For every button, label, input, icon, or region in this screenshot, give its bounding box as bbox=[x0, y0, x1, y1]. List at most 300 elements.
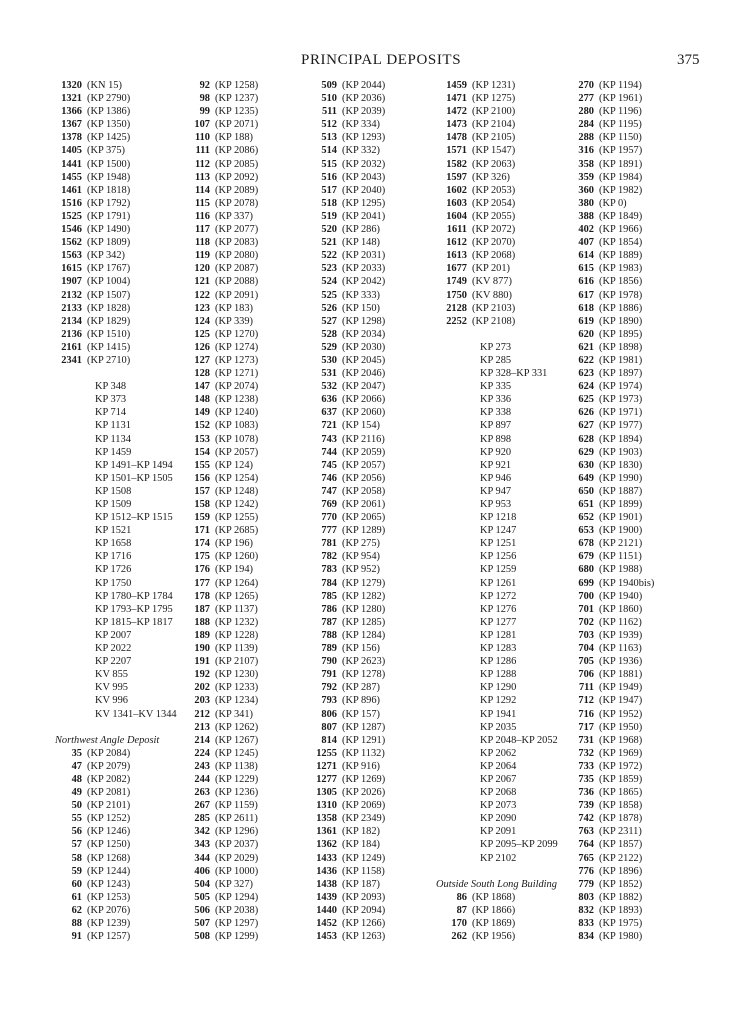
entry-number: 779 bbox=[578, 878, 594, 890]
entry-catalog: KP 1218 bbox=[480, 512, 517, 524]
entry-number: 50 bbox=[71, 800, 82, 812]
entry-number: 288 bbox=[578, 132, 594, 144]
entry-catalog: (KP 2056) bbox=[342, 472, 386, 484]
entry-number: 203 bbox=[194, 695, 210, 707]
entry-catalog: (KP 2031) bbox=[342, 250, 386, 262]
entry-catalog: (KP 1243) bbox=[87, 878, 131, 890]
entry-number: 155 bbox=[194, 459, 210, 471]
entry-catalog: (KP 1289) bbox=[342, 525, 386, 537]
entry-catalog: (KP 334) bbox=[342, 119, 381, 131]
entry-number: 111 bbox=[195, 145, 210, 157]
entry-catalog: (KP 1829) bbox=[87, 315, 131, 327]
entry-catalog: (KP 2026) bbox=[342, 787, 386, 799]
entry-number: 529 bbox=[321, 341, 337, 353]
entry-catalog: (KP 1270) bbox=[215, 328, 259, 340]
entry-catalog: (KP 1975) bbox=[599, 918, 643, 929]
entry-catalog: (KP 339) bbox=[215, 315, 254, 327]
entry-catalog: (KP 275) bbox=[342, 538, 381, 550]
entry-catalog: (KP 2054) bbox=[472, 197, 516, 209]
entry-catalog: (KP 1981) bbox=[599, 354, 643, 366]
entry-number: 1516 bbox=[61, 197, 82, 209]
entry-catalog: (KP 1268) bbox=[87, 852, 131, 864]
entry-number: 732 bbox=[578, 747, 594, 759]
entry-catalog: (KP 1510) bbox=[87, 328, 131, 340]
entry-catalog: (KN 15) bbox=[87, 80, 122, 91]
entry-number: 1750 bbox=[446, 289, 467, 301]
entry-catalog: (KP 1299) bbox=[215, 931, 259, 943]
entry-catalog: (KP 1237) bbox=[215, 93, 259, 105]
entry-number: 617 bbox=[578, 289, 594, 301]
entry-catalog: KV 855 bbox=[95, 669, 129, 681]
entry-catalog: (KP 1295) bbox=[342, 197, 386, 209]
entry-number: 626 bbox=[578, 407, 594, 419]
entry-number: 1453 bbox=[316, 931, 337, 943]
entry-catalog: (KP 2071) bbox=[215, 119, 259, 131]
entry-catalog: (KP 1265) bbox=[215, 590, 259, 602]
entry-number: 701 bbox=[578, 603, 594, 615]
entry-catalog: (KP 2041) bbox=[342, 210, 386, 222]
entry-catalog: (KP 2038) bbox=[215, 904, 259, 916]
entry-catalog: KP 1247 bbox=[480, 525, 517, 537]
entry-number: 117 bbox=[194, 224, 210, 236]
entry-number: 121 bbox=[194, 276, 210, 288]
entry-catalog: (KP 2311) bbox=[599, 826, 642, 838]
entry-number: 525 bbox=[321, 289, 337, 301]
entry-number: 1478 bbox=[446, 132, 467, 144]
entry-catalog: (KP 2091) bbox=[215, 289, 259, 301]
entry-catalog: (KP 1269) bbox=[342, 773, 386, 785]
entry-number: 619 bbox=[578, 315, 594, 327]
entry-catalog: (KP 1285) bbox=[342, 616, 386, 628]
entry-catalog: (KP 184) bbox=[342, 839, 381, 851]
entry-number: 763 bbox=[578, 826, 594, 838]
entry-catalog: (KP 952) bbox=[342, 564, 381, 576]
entry-number: 59 bbox=[71, 865, 82, 877]
entry-catalog: (KP 2072) bbox=[472, 224, 516, 236]
entry-number: 782 bbox=[321, 551, 337, 563]
entry-number: 88 bbox=[71, 918, 82, 929]
entry-number: 112 bbox=[194, 158, 210, 170]
entry-number: 513 bbox=[321, 132, 337, 144]
entry-catalog: (KP 2070) bbox=[472, 237, 516, 249]
entry-number: 1612 bbox=[446, 237, 467, 249]
entry-number: 788 bbox=[321, 629, 337, 641]
entry-number: 515 bbox=[321, 158, 337, 170]
entry-catalog: (KP 2040) bbox=[342, 184, 386, 196]
entry-catalog: KP 897 bbox=[480, 420, 512, 432]
entry-number: 522 bbox=[321, 250, 337, 262]
entry-number: 127 bbox=[194, 354, 210, 366]
entry-catalog: (KP 2079) bbox=[87, 760, 131, 772]
entry-number: 652 bbox=[578, 512, 594, 524]
entry-number: 1615 bbox=[61, 263, 82, 275]
entry-catalog: (KP 2101) bbox=[87, 800, 131, 812]
entry-catalog: (KP 188) bbox=[215, 132, 254, 144]
entry-catalog: (KP 1240) bbox=[215, 407, 259, 419]
entry-catalog: (KP 1262) bbox=[215, 721, 259, 733]
entry-catalog: (KP 150) bbox=[342, 302, 381, 314]
entry-catalog: (KP 1809) bbox=[87, 237, 131, 249]
entry-number: 745 bbox=[321, 459, 337, 471]
entry-catalog: (KP 1254) bbox=[215, 472, 259, 484]
entry-number: 1749 bbox=[446, 276, 467, 288]
entry-catalog: (KP 1246) bbox=[87, 826, 131, 838]
entry-number: 61 bbox=[71, 891, 82, 903]
entry-catalog: (KP 2034) bbox=[342, 328, 386, 340]
entry-catalog: (KP 2029) bbox=[215, 852, 259, 864]
entry-catalog: (KP 1898) bbox=[599, 341, 643, 353]
entry-number: 1563 bbox=[61, 250, 82, 262]
entry-catalog: (KP 1196) bbox=[599, 106, 642, 118]
entry-number: 178 bbox=[194, 590, 210, 602]
entry-number: 1366 bbox=[61, 106, 82, 118]
entry-catalog: (KP 1897) bbox=[599, 368, 643, 380]
entry-number: 1677 bbox=[446, 263, 467, 275]
entry-number: 621 bbox=[578, 341, 594, 353]
entry-catalog: (KP 1264) bbox=[215, 577, 259, 589]
entry-number: 511 bbox=[321, 106, 337, 118]
entry-catalog: (KP 1159) bbox=[215, 800, 258, 812]
entry-catalog: KP 1290 bbox=[480, 682, 517, 694]
entry-number: 736 bbox=[578, 787, 594, 799]
entry-number: 2134 bbox=[61, 315, 82, 327]
entry-catalog: (KP 1253) bbox=[87, 891, 131, 903]
entry-catalog: (KP 1961) bbox=[599, 93, 643, 105]
entry-number: 159 bbox=[194, 512, 210, 524]
entry-catalog: (KP 1235) bbox=[215, 106, 259, 118]
entry-catalog: KP 1521 bbox=[95, 525, 132, 537]
entry-catalog: (KP 1296) bbox=[215, 826, 259, 838]
entry-number: 1433 bbox=[316, 852, 337, 864]
entry-number: 175 bbox=[194, 551, 210, 563]
entry-number: 627 bbox=[578, 420, 594, 432]
entry-number: 637 bbox=[321, 407, 337, 419]
entry-catalog: (KP 1271) bbox=[215, 368, 259, 380]
entry-catalog: (KP 2078) bbox=[215, 197, 259, 209]
entry-number: 122 bbox=[194, 289, 210, 301]
entry-number: 680 bbox=[578, 564, 594, 576]
entry-catalog: (KP 1893) bbox=[599, 904, 643, 916]
entry-number: 116 bbox=[194, 210, 210, 222]
entry-catalog: (KP 2042) bbox=[342, 276, 386, 288]
entry-number: 793 bbox=[321, 695, 337, 707]
entry-catalog: (KP 1947) bbox=[599, 695, 643, 707]
entry-number: 213 bbox=[194, 721, 210, 733]
entry-catalog: (KP 1242) bbox=[215, 499, 259, 510]
entry-catalog: (KP 0) bbox=[599, 197, 627, 209]
entry-catalog: (KP 1078) bbox=[215, 433, 259, 445]
entry-number: 388 bbox=[578, 210, 594, 222]
entry-catalog: (KP 2061) bbox=[342, 499, 386, 510]
entry-number: 615 bbox=[578, 263, 594, 275]
entry-number: 157 bbox=[194, 485, 210, 497]
entry-number: 699 bbox=[578, 577, 594, 589]
entry-catalog: (KP 2045) bbox=[342, 354, 386, 366]
entry-catalog: KP 1501–KP 1505 bbox=[95, 472, 173, 484]
entry-catalog: (KP 1252) bbox=[87, 813, 131, 825]
entry-catalog: (KP 1891) bbox=[599, 158, 643, 170]
entry-number: 614 bbox=[578, 250, 594, 262]
entry-catalog: (KP 2037) bbox=[215, 839, 259, 851]
entry-catalog: (KP 342) bbox=[87, 250, 126, 262]
entry-number: 2128 bbox=[446, 302, 467, 314]
entry-number: 507 bbox=[194, 918, 210, 929]
entry-number: 721 bbox=[321, 420, 337, 432]
entry-catalog: KP 1292 bbox=[480, 695, 517, 707]
entry-catalog: (KP 1882) bbox=[599, 891, 643, 903]
entry-number: 814 bbox=[321, 734, 337, 746]
entry-number: 192 bbox=[194, 669, 210, 681]
entry-catalog: (KP 182) bbox=[342, 826, 381, 838]
entry-number: 1907 bbox=[61, 276, 82, 288]
entry-catalog: (KP 1869) bbox=[472, 918, 516, 929]
entry-catalog: (KP 1282) bbox=[342, 590, 386, 602]
entry-number: 120 bbox=[194, 263, 210, 275]
entry-catalog: KP 1509 bbox=[95, 499, 132, 510]
entry-number: 787 bbox=[321, 616, 337, 628]
entry-catalog: (KP 1278) bbox=[342, 669, 386, 681]
entry-catalog: KP 2102 bbox=[480, 852, 517, 864]
deposit-heading: Outside South Long Building bbox=[436, 878, 557, 890]
entry-number: 407 bbox=[578, 237, 594, 249]
entry-catalog: (KP 1983) bbox=[599, 263, 643, 275]
entry-number: 270 bbox=[578, 80, 594, 91]
entry-catalog: (KP 1890) bbox=[599, 315, 643, 327]
entry-catalog: (KP 2047) bbox=[342, 381, 386, 393]
entry-catalog: (KP 1083) bbox=[215, 420, 259, 432]
entry-catalog: (KP 2074) bbox=[215, 381, 259, 393]
deposit-heading: Northwest Angle Deposit bbox=[55, 734, 160, 746]
entry-number: 2252 bbox=[446, 315, 467, 327]
entry-number: 1405 bbox=[61, 145, 82, 157]
entry-number: 55 bbox=[71, 813, 82, 825]
entry-catalog: (KP 1866) bbox=[472, 904, 516, 916]
entry-catalog: KP 1283 bbox=[480, 643, 517, 655]
entry-number: 212 bbox=[194, 708, 210, 720]
entry-number: 2161 bbox=[61, 341, 82, 353]
entry-number: 149 bbox=[194, 407, 210, 419]
entry-catalog: (KP 187) bbox=[342, 878, 381, 890]
entry-number: 521 bbox=[321, 237, 337, 249]
entry-number: 742 bbox=[578, 813, 594, 825]
entry-catalog: (KP 2108) bbox=[472, 315, 516, 327]
entry-catalog: (KP 2030) bbox=[342, 341, 386, 353]
entry-catalog: KP 953 bbox=[480, 499, 512, 510]
entry-catalog: (KP 1895) bbox=[599, 328, 643, 340]
entry-number: 508 bbox=[194, 931, 210, 943]
entry-catalog: (KP 1258) bbox=[215, 80, 259, 91]
page-title: PRINCIPAL DEPOSITS bbox=[301, 52, 462, 68]
entry-catalog: (KP 2083) bbox=[215, 237, 259, 249]
entry-number: 1604 bbox=[446, 210, 467, 222]
entry-catalog: (KP 196) bbox=[215, 538, 254, 550]
entry-catalog: (KP 1231) bbox=[472, 80, 516, 91]
entry-catalog: KP 336 bbox=[480, 394, 512, 406]
entry-number: 359 bbox=[578, 171, 594, 183]
entry-catalog: (KP 1263) bbox=[342, 931, 386, 943]
entry-catalog: (KV 877) bbox=[472, 276, 512, 288]
entry-catalog: KP 1131 bbox=[95, 420, 131, 432]
entry-catalog: (KP 1386) bbox=[87, 106, 131, 118]
entry-number: 526 bbox=[321, 302, 337, 314]
entry-catalog: (KP 2103) bbox=[472, 302, 516, 314]
entry-catalog: (KP 1878) bbox=[599, 813, 643, 825]
entry-catalog: (KP 1234) bbox=[215, 695, 259, 707]
entry-catalog: (KP 1936) bbox=[599, 656, 643, 668]
entry-catalog: KP 920 bbox=[480, 446, 512, 458]
entry-number: 616 bbox=[578, 276, 594, 288]
entry-number: 147 bbox=[194, 381, 210, 393]
entry-catalog: (KP 1228) bbox=[215, 629, 259, 641]
entry-catalog: (KP 1415) bbox=[87, 341, 131, 353]
entry-number: 56 bbox=[71, 826, 82, 838]
entry-catalog: (KP 2039) bbox=[342, 106, 386, 118]
entry-catalog: (KP 2105) bbox=[472, 132, 516, 144]
entry-catalog: KP 2062 bbox=[480, 747, 517, 759]
entry-catalog: (KP 1137) bbox=[215, 603, 258, 615]
entry-number: 360 bbox=[578, 184, 594, 196]
entry-number: 628 bbox=[578, 433, 594, 445]
entry-number: 1613 bbox=[446, 250, 467, 262]
entry-catalog: (KP 1791) bbox=[87, 210, 131, 222]
entry-number: 1546 bbox=[61, 224, 82, 236]
entry-catalog: (KP 1887) bbox=[599, 485, 643, 497]
entry-number: 834 bbox=[578, 931, 594, 943]
entry-catalog: (KP 1158) bbox=[342, 865, 385, 877]
entry-number: 316 bbox=[578, 145, 594, 157]
entry-catalog: (KP 2082) bbox=[87, 773, 131, 785]
entry-catalog: (KP 2060) bbox=[342, 407, 386, 419]
entry-catalog: KV 995 bbox=[95, 682, 129, 694]
entry-catalog: (KP 1233) bbox=[215, 682, 259, 694]
entry-catalog: (KP 2081) bbox=[87, 787, 131, 799]
entry-catalog: (KP 1868) bbox=[472, 891, 516, 903]
entry-catalog: (KP 2057) bbox=[215, 446, 259, 458]
entry-catalog: (KP 1238) bbox=[215, 394, 259, 406]
entry-catalog: (KP 1279) bbox=[342, 577, 386, 589]
entry-catalog: KP 1276 bbox=[480, 603, 517, 615]
entry-catalog: (KP 1971) bbox=[599, 407, 643, 419]
entry-number: 524 bbox=[321, 276, 337, 288]
entry-number: 743 bbox=[321, 433, 337, 445]
entry-catalog: (KP 2033) bbox=[342, 263, 386, 275]
entry-number: 1603 bbox=[446, 197, 467, 209]
entry-catalog: (KP 1948) bbox=[87, 171, 131, 183]
entry-number: 49 bbox=[71, 787, 82, 799]
entry-catalog: (KP 1972) bbox=[599, 760, 643, 772]
entry-catalog: (KP 1267) bbox=[215, 734, 259, 746]
entry-catalog: (KP 1854) bbox=[599, 237, 643, 249]
entry-number: 99 bbox=[199, 106, 210, 118]
entry-catalog: (KP 1899) bbox=[599, 499, 643, 510]
entry-catalog: KP 1259 bbox=[480, 564, 517, 576]
entry-number: 153 bbox=[194, 433, 210, 445]
entry-catalog: (KP 1896) bbox=[599, 865, 643, 877]
entry-number: 1582 bbox=[446, 158, 467, 170]
entry-number: 280 bbox=[578, 106, 594, 118]
entry-number: 263 bbox=[194, 787, 210, 799]
entry-number: 174 bbox=[194, 538, 210, 550]
entry-catalog: (KP 1982) bbox=[599, 184, 643, 196]
entry-catalog: KP 1286 bbox=[480, 656, 517, 668]
entry-number: 620 bbox=[578, 328, 594, 340]
entry-number: 702 bbox=[578, 616, 594, 628]
entry-catalog: (KP 1249) bbox=[342, 852, 386, 864]
entry-catalog: (KP 1000) bbox=[215, 865, 259, 877]
entry-number: 623 bbox=[578, 368, 594, 380]
entry-number: 202 bbox=[194, 682, 210, 694]
entry-catalog: (KP 154) bbox=[342, 420, 381, 432]
entry-catalog: KP 2073 bbox=[480, 800, 517, 812]
entry-number: 57 bbox=[71, 839, 82, 851]
entry-number: 505 bbox=[194, 891, 210, 903]
entry-catalog: (KP 1940) bbox=[599, 590, 643, 602]
entry-catalog: (KP 2077) bbox=[215, 224, 259, 236]
entry-number: 358 bbox=[578, 158, 594, 170]
entry-number: 1378 bbox=[61, 132, 82, 144]
entry-catalog: (KP 1244) bbox=[87, 865, 131, 877]
entry-catalog: (KP 2685) bbox=[215, 525, 259, 537]
entry-number: 1271 bbox=[316, 760, 337, 772]
entry-number: 1277 bbox=[316, 773, 337, 785]
entry-catalog: (KP 1163) bbox=[599, 643, 642, 655]
entry-catalog: (KP 2100) bbox=[472, 106, 516, 118]
entry-catalog: (KP 1939) bbox=[599, 629, 643, 641]
entry-number: 1455 bbox=[61, 171, 82, 183]
entry-number: 1611 bbox=[446, 224, 467, 236]
entry-catalog: KP 1726 bbox=[95, 564, 132, 576]
entry-catalog: (KP 2055) bbox=[472, 210, 516, 222]
entry-number: 187 bbox=[194, 603, 210, 615]
entry-catalog: (KP 157) bbox=[342, 708, 381, 720]
entry-number: 98 bbox=[199, 93, 210, 105]
entry-number: 791 bbox=[321, 669, 337, 681]
entry-catalog: (KP 2084) bbox=[87, 747, 131, 759]
entry-catalog: (KP 156) bbox=[342, 643, 381, 655]
entry-number: 519 bbox=[321, 210, 337, 222]
entry-number: 622 bbox=[578, 354, 594, 366]
entry-catalog: (KP 201) bbox=[472, 263, 511, 275]
entry-catalog: (KP 1767) bbox=[87, 263, 131, 275]
entry-number: 651 bbox=[578, 499, 594, 510]
entry-number: 343 bbox=[194, 839, 210, 851]
entry-catalog: (KP 1988) bbox=[599, 564, 643, 576]
entry-catalog: (KP 2790) bbox=[87, 93, 131, 105]
entry-catalog: (KP 1886) bbox=[599, 302, 643, 314]
entry-catalog: (KP 1974) bbox=[599, 381, 643, 393]
entry-number: 769 bbox=[321, 499, 337, 510]
entry-catalog: (KP 2623) bbox=[342, 656, 386, 668]
entry-number: 792 bbox=[321, 682, 337, 694]
entry-catalog: (KP 2611) bbox=[215, 813, 258, 825]
entry-catalog: (KP 1894) bbox=[599, 433, 643, 445]
entry-catalog: (KP 1294) bbox=[215, 891, 259, 903]
entry-catalog: (KP 1859) bbox=[599, 773, 643, 785]
entry-number: 629 bbox=[578, 446, 594, 458]
entry-catalog: (KP 124) bbox=[215, 459, 254, 471]
entry-catalog: KP 1272 bbox=[480, 590, 517, 602]
entry-number: 1310 bbox=[316, 800, 337, 812]
entry-number: 128 bbox=[194, 368, 210, 380]
entry-number: 58 bbox=[71, 852, 82, 864]
entry-number: 528 bbox=[321, 328, 337, 340]
entry-catalog: (KP 1298) bbox=[342, 315, 386, 327]
entry-catalog: (KP 1968) bbox=[599, 734, 643, 746]
entry-catalog: (KP 1901) bbox=[599, 512, 643, 524]
entry-number: 833 bbox=[578, 918, 594, 929]
entry-catalog: (KP 1990) bbox=[599, 472, 643, 484]
entry-catalog: (KP 1284) bbox=[342, 629, 386, 641]
